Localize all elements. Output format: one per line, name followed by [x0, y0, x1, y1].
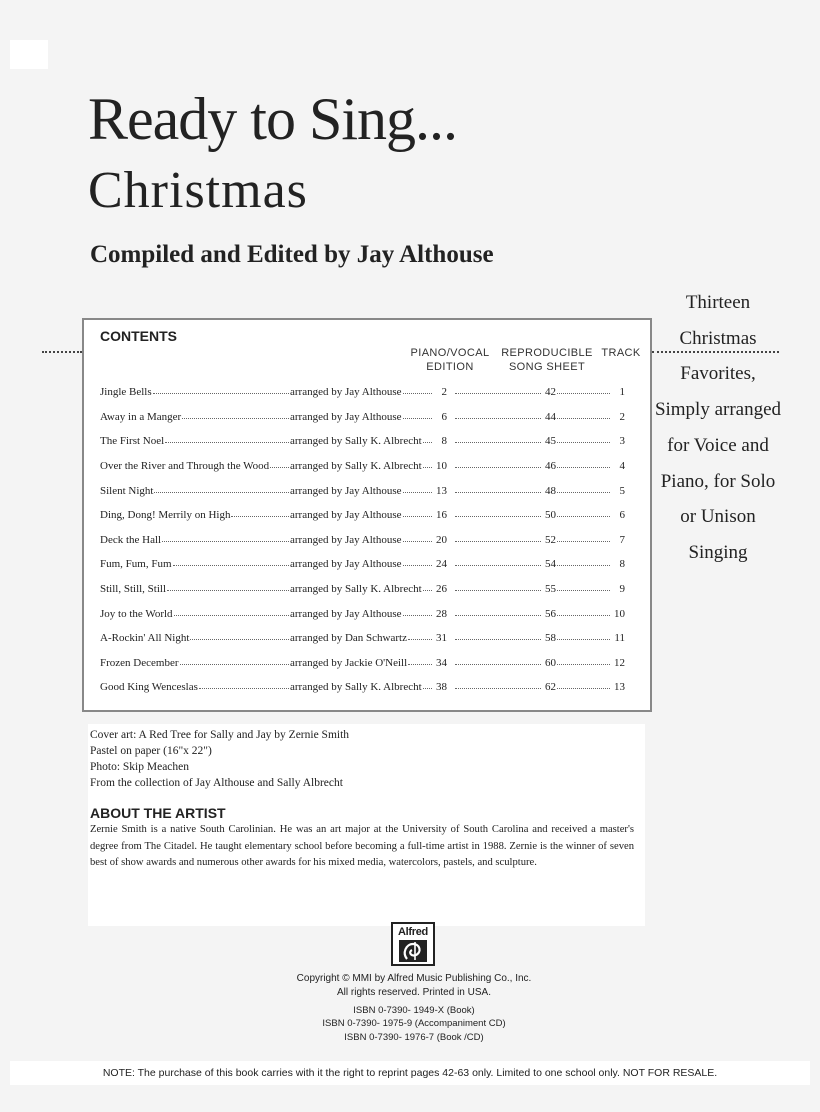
column-header-line: PIANO/VOCAL	[410, 347, 490, 359]
track-cell	[556, 632, 625, 644]
dot-leader	[408, 638, 432, 640]
track-cell	[556, 460, 625, 472]
sheet-page-cell	[454, 485, 556, 497]
piano-vocal-page: 8	[441, 435, 447, 448]
dot-leader	[199, 687, 289, 689]
piano-vocal-page: 38	[436, 681, 447, 694]
track-number: 2	[619, 410, 625, 423]
arranger-cell	[290, 460, 433, 472]
song-cell	[100, 632, 290, 644]
copyright-line: Copyright © MMI by Alfred Music Publishing Co., Inc.	[296, 973, 532, 984]
dot-leader	[153, 392, 289, 394]
arranger: arranged by Jay Althouse	[290, 533, 402, 546]
book-subtitle: Compiled and Edited by Jay Althouse	[90, 241, 494, 268]
track-cell	[556, 558, 625, 570]
song-cell	[100, 460, 290, 472]
dot-leader	[557, 564, 610, 566]
contents-row	[100, 528, 625, 553]
sheet-page-cell	[454, 558, 556, 570]
song-title: A-Rockin' All Night	[100, 632, 190, 645]
piano-vocal-page: 20	[436, 533, 447, 546]
track-cell	[556, 435, 625, 447]
credit-line: Pastel on paper (16"x 22")	[90, 745, 212, 757]
song-sheet-page: 46	[545, 460, 556, 473]
track-number: 13	[614, 681, 625, 694]
song-sheet-page: 42	[545, 386, 556, 399]
song-sheet-page: 48	[545, 484, 556, 497]
piano-page-cell	[433, 485, 454, 497]
piano-vocal-page: 31	[436, 632, 447, 645]
arranger: arranged by Sally K. Albrecht	[290, 681, 422, 694]
arranger-cell	[290, 681, 433, 693]
dot-leader	[165, 441, 289, 443]
track-cell	[556, 386, 625, 398]
song-cell	[100, 485, 290, 497]
arranger-cell	[290, 632, 433, 644]
dot-leader	[403, 540, 433, 542]
song-cell	[100, 681, 290, 693]
isbn-line: ISBN 0-7390- 1976-7 (Book /CD)	[344, 1031, 484, 1043]
treble-clef-icon	[398, 939, 428, 963]
piano-vocal-page: 13	[436, 484, 447, 497]
track-cell	[556, 608, 625, 620]
piano-vocal-page: 24	[436, 558, 447, 571]
piano-page-cell	[433, 509, 454, 521]
arranger-cell	[290, 608, 433, 620]
dot-leader	[180, 663, 290, 665]
arranger-cell	[290, 435, 433, 447]
dot-leader	[557, 663, 610, 665]
side-blurb-line: Piano, for Solo	[660, 470, 776, 492]
arranger-cell	[290, 386, 433, 398]
piano-vocal-page: 6	[441, 410, 447, 423]
dot-leader	[557, 491, 610, 493]
track-number: 7	[619, 533, 625, 546]
piano-page-cell	[433, 534, 454, 546]
track-cell	[556, 583, 625, 595]
dotted-rule-left	[42, 351, 82, 353]
track-number: 10	[614, 607, 625, 620]
column-header-song-sheet	[500, 346, 594, 374]
song-sheet-page: 55	[545, 583, 556, 596]
dot-leader	[403, 491, 433, 493]
track-number: 9	[619, 583, 625, 596]
dot-leader	[173, 564, 289, 566]
column-header-line: EDITION	[426, 361, 474, 373]
track-cell	[556, 681, 625, 693]
song-sheet-page: 44	[545, 410, 556, 423]
dot-leader	[455, 515, 541, 517]
song-title: The First Noel	[100, 435, 165, 448]
dot-leader	[455, 687, 541, 689]
contents-row	[100, 503, 625, 528]
piano-page-cell	[433, 435, 454, 447]
arranger-cell	[290, 485, 433, 497]
contents-row	[100, 454, 625, 479]
arranger: arranged by Jay Althouse	[290, 509, 402, 522]
piano-page-cell	[433, 632, 454, 644]
dot-leader	[557, 515, 610, 517]
song-cell	[100, 509, 290, 521]
dot-leader	[423, 466, 432, 468]
book-title-line1: Ready to Sing...	[88, 86, 457, 152]
reprint-note: NOTE: The purchase of this book carries with it the right to reprint pages 42-63 only. Limited to one school only. NOT FOR RESALE.	[10, 1061, 810, 1085]
publisher-logo-text: Alfred	[398, 926, 428, 938]
credits-panel	[88, 724, 645, 926]
song-cell	[100, 657, 290, 669]
contents-row	[100, 601, 625, 626]
side-blurb	[650, 285, 786, 571]
dot-leader	[403, 515, 433, 517]
dot-leader	[455, 441, 541, 443]
track-cell	[556, 657, 625, 669]
dot-leader	[455, 466, 541, 468]
piano-page-cell	[433, 608, 454, 620]
dot-leader	[455, 491, 541, 493]
piano-vocal-page: 10	[436, 460, 447, 473]
arranger-cell	[290, 411, 433, 423]
piano-vocal-page: 28	[436, 607, 447, 620]
dot-leader	[423, 441, 432, 443]
dot-leader	[154, 491, 289, 493]
dot-leader	[167, 589, 289, 591]
song-cell	[100, 608, 290, 620]
about-artist-text: Zernie Smith is a native South Carolinian. He was an art major at the University of South Carolina and received a master's degree from The Citadel. He taught elementary school before becoming a full-time artist in 1988. Zernie is the winner of seven best of show awards and numerous other awards for his mixed media, watercolors, pastels, and sculpture.	[90, 824, 634, 868]
sheet-page-cell	[454, 460, 556, 472]
song-title: Jingle Bells	[100, 386, 152, 399]
contents-row	[100, 577, 625, 602]
dot-leader	[403, 392, 433, 394]
dot-leader	[403, 417, 433, 419]
sheet-page-cell	[454, 435, 556, 447]
arranger: arranged by Sally K. Albrecht	[290, 460, 422, 473]
song-sheet-page: 58	[545, 632, 556, 645]
sheet-page-cell	[454, 681, 556, 693]
contents-box	[82, 318, 652, 712]
arranger: arranged by Jay Althouse	[290, 484, 402, 497]
dot-leader	[423, 589, 432, 591]
track-number: 5	[619, 484, 625, 497]
piano-page-cell	[433, 657, 454, 669]
song-title: Still, Still, Still	[100, 583, 167, 596]
side-blurb-line: for Voice and	[667, 434, 769, 456]
arranger-cell	[290, 558, 433, 570]
isbn-list	[0, 1004, 820, 1044]
contents-row	[100, 478, 625, 503]
contents-row	[100, 675, 625, 700]
song-sheet-page: 45	[545, 435, 556, 448]
sheet-page-cell	[454, 632, 556, 644]
copyright	[0, 972, 820, 1000]
arranger-cell	[290, 583, 433, 595]
track-number: 8	[619, 558, 625, 571]
dot-leader	[455, 663, 541, 665]
dot-leader	[190, 638, 289, 640]
contents-row	[100, 552, 625, 577]
sheet-page-cell	[454, 534, 556, 546]
dot-leader	[455, 614, 541, 616]
arranger: arranged by Jay Althouse	[290, 558, 402, 571]
song-sheet-page: 60	[545, 656, 556, 669]
dot-leader	[455, 392, 541, 394]
credit-line: Photo: Skip Meachen	[90, 761, 190, 773]
song-title: Ding, Dong! Merrily on High	[100, 509, 231, 522]
contents-row	[100, 651, 625, 676]
dot-leader	[182, 417, 289, 419]
track-number: 3	[619, 435, 625, 448]
arranger: arranged by Dan Schwartz	[290, 632, 407, 645]
song-title: Frozen December	[100, 656, 179, 669]
contents-row	[100, 380, 625, 405]
dot-leader	[455, 564, 541, 566]
dot-leader	[455, 540, 541, 542]
sheet-page-cell	[454, 411, 556, 423]
book-title-line2: Christmas	[88, 162, 308, 219]
song-sheet-page: 52	[545, 533, 556, 546]
track-cell	[556, 509, 625, 521]
cover-credits	[90, 727, 349, 791]
dot-leader	[403, 614, 433, 616]
dot-leader	[270, 466, 289, 468]
publisher-logo	[391, 922, 435, 966]
song-title: Silent Night	[100, 484, 154, 497]
credit-line: Cover art: A Red Tree for Sally and Jay by Zernie Smith	[90, 729, 350, 741]
dot-leader	[557, 687, 610, 689]
dot-leader	[174, 614, 289, 616]
arranger-cell	[290, 657, 433, 669]
song-title: Away in a Manger	[100, 410, 182, 423]
contents-list	[100, 380, 625, 700]
dot-leader	[423, 687, 432, 689]
side-blurb-line: Christmas	[679, 327, 757, 349]
column-header-line: REPRODUCIBLE	[501, 347, 593, 359]
dot-leader	[557, 392, 610, 394]
arranger: arranged by Jay Althouse	[290, 410, 402, 423]
dot-leader	[557, 441, 610, 443]
sheet-page-cell	[454, 509, 556, 521]
piano-vocal-page: 2	[441, 386, 447, 399]
song-cell	[100, 534, 290, 546]
dot-leader	[455, 638, 541, 640]
dot-leader	[557, 614, 610, 616]
arranger-cell	[290, 534, 433, 546]
side-blurb-line: or Unison	[680, 506, 756, 528]
piano-page-cell	[433, 583, 454, 595]
track-cell	[556, 485, 625, 497]
song-sheet-page: 50	[545, 509, 556, 522]
piano-page-cell	[433, 460, 454, 472]
song-cell	[100, 411, 290, 423]
song-title: Over the River and Through the Wood	[100, 460, 270, 473]
piano-page-cell	[433, 411, 454, 423]
track-number: 4	[619, 460, 625, 473]
song-sheet-page: 54	[545, 558, 556, 571]
sheet-page-cell	[454, 608, 556, 620]
dot-leader	[231, 515, 289, 517]
corner-mark	[10, 40, 48, 69]
song-cell	[100, 558, 290, 570]
dot-leader	[557, 589, 610, 591]
song-sheet-page: 62	[545, 681, 556, 694]
song-cell	[100, 583, 290, 595]
song-sheet-page: 56	[545, 607, 556, 620]
column-header-line: SONG SHEET	[508, 361, 586, 373]
contents-row	[100, 429, 625, 454]
track-number: 11	[614, 632, 625, 645]
song-title: Fum, Fum, Fum	[100, 558, 172, 571]
sheet-page-cell	[454, 657, 556, 669]
dot-leader	[557, 466, 610, 468]
column-header-piano-vocal	[400, 346, 500, 374]
track-cell	[556, 411, 625, 423]
piano-page-cell	[433, 558, 454, 570]
track-cell	[556, 534, 625, 546]
dot-leader	[408, 663, 432, 665]
track-number: 12	[614, 656, 625, 669]
side-blurb-line: Favorites,	[680, 363, 756, 385]
side-blurb-line: Thirteen	[685, 292, 751, 313]
dot-leader	[162, 540, 289, 542]
about-artist-heading: ABOUT THE ARTIST	[90, 805, 226, 821]
sheet-page-cell	[454, 583, 556, 595]
side-blurb-line: Simply arranged	[654, 399, 782, 421]
dot-leader	[455, 589, 541, 591]
arranger: arranged by Jay Althouse	[290, 607, 402, 620]
arranger: arranged by Sally K. Albrecht	[290, 583, 422, 596]
column-header-track: TRACK	[601, 347, 641, 359]
song-cell	[100, 435, 290, 447]
contents-heading: CONTENTS	[100, 328, 177, 344]
piano-vocal-page: 16	[436, 509, 447, 522]
dot-leader	[455, 417, 541, 419]
contents-row	[100, 405, 625, 430]
dot-leader	[403, 564, 433, 566]
copyright-line: All rights reserved. Printed in USA.	[337, 987, 491, 998]
song-title: Deck the Hall	[100, 533, 162, 546]
arranger-cell	[290, 509, 433, 521]
arranger: arranged by Jackie O'Neill	[290, 656, 408, 669]
track-number: 1	[619, 386, 625, 399]
song-title: Good King Wenceslas	[100, 681, 198, 694]
arranger: arranged by Jay Althouse	[290, 386, 402, 399]
piano-vocal-page: 34	[436, 656, 447, 669]
dot-leader	[557, 540, 610, 542]
piano-page-cell	[433, 386, 454, 398]
piano-page-cell	[433, 681, 454, 693]
credit-line: From the collection of Jay Althouse and Sally Albrecht	[90, 777, 343, 789]
isbn-line: ISBN 0-7390- 1949-X (Book)	[353, 1005, 475, 1016]
side-blurb-line: Singing	[688, 541, 748, 563]
arranger: arranged by Sally K. Albrecht	[290, 435, 422, 448]
track-number: 6	[619, 509, 625, 522]
dot-leader	[557, 638, 610, 640]
contents-row	[100, 626, 625, 651]
sheet-page-cell	[454, 386, 556, 398]
piano-vocal-page: 26	[436, 583, 447, 596]
song-cell	[100, 386, 290, 398]
dot-leader	[557, 417, 610, 419]
song-title: Joy to the World	[100, 607, 173, 620]
isbn-line: ISBN 0-7390- 1975-9 (Accompaniment CD)	[322, 1018, 506, 1030]
